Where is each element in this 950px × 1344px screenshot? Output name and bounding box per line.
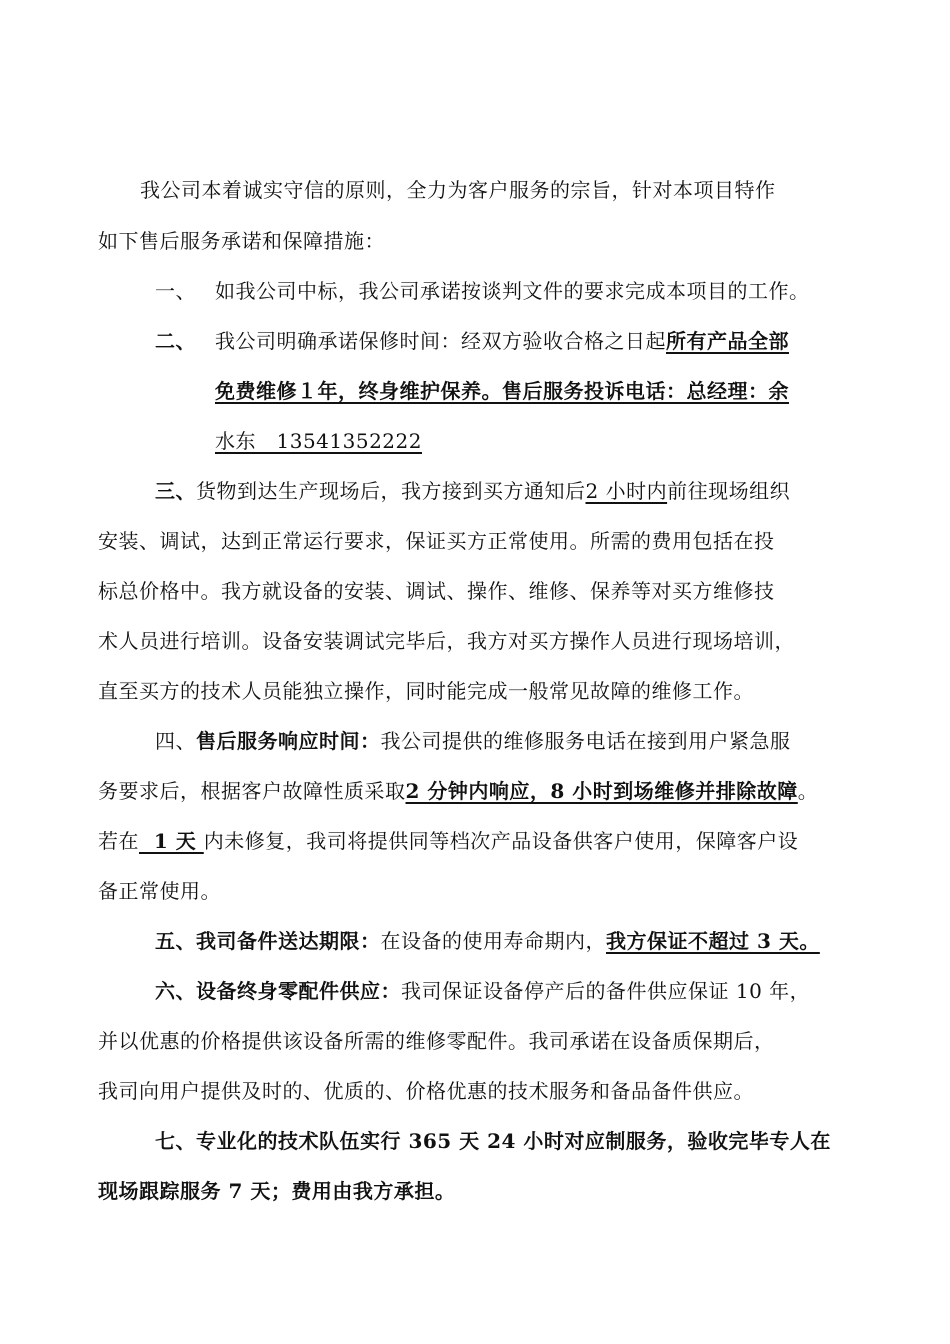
item6-text-1: 我司保证设备停产后的备件供应保证 10 年， (401, 979, 811, 1003)
item4-line-3 (98, 826, 798, 856)
item4-text-1: 我公司提供的维修服务电话在接到用户紧急服 (380, 729, 791, 753)
item2-number: 二、 (155, 329, 196, 353)
item4-line-2-text: 务要求后，根据客户故障性质采取 (98, 779, 406, 803)
item7-line-2: 现场跟踪服务 7 天；费用由我方承担。 (98, 1179, 456, 1203)
item5-heading: 五、我司备件送达期限： (155, 929, 381, 953)
intro-line-2: 如下售后服务承诺和保障措施： (98, 229, 385, 253)
item3-underlined: 2 小时内 (585, 479, 668, 503)
item2-line-1 (215, 326, 789, 356)
item2-text: 我公司明确承诺保修时间：经双方验收合格之日起 (215, 329, 666, 353)
item7-line-1: 七、专业化的技术队伍实行 365 天 24 小时对应制服务，验收完毕专人在 (155, 1129, 831, 1153)
item6-line-3: 我司向用户提供及时的、优质的、价格优惠的技术服务和备品备件供应。 (98, 1079, 754, 1103)
item4-underlined-response: 2 分钟内响应，8 小时到场维修并排除故障 (405, 779, 798, 803)
item6-line-2: 并以优惠的价格提供该设备所需的维修零配件。我司承诺在设备质保期后， (98, 1029, 775, 1053)
item1-number: 一、 (155, 279, 196, 303)
item4-line-4: 备正常使用。 (98, 879, 221, 903)
item6-line-1 (155, 976, 810, 1006)
item3-line-2: 安装、调试，达到正常运行要求，保证买方正常使用。所需的费用包括在投 (98, 529, 775, 553)
item3-line-4: 术人员进行培训。设备安装调试完毕后，我方对买方操作人员进行现场培训， (98, 629, 795, 653)
item4-line-2-end: 。 (797, 779, 819, 803)
item3-line-5: 直至买方的技术人员能独立操作，同时能完成一般常见故障的维修工作。 (98, 679, 754, 703)
item4-line-3-start: 若在 (98, 829, 139, 853)
item2-line-3: 水东 13541352222 (215, 429, 422, 453)
item4-line-3-text: 内未修复，我司将提供同等档次产品设备供客户使用，保障客户设 (203, 829, 799, 853)
item3-text-1: 货物到达生产现场后，我方接到买方通知后 (196, 479, 586, 503)
item1-text: 如我公司中标，我公司承诺按谈判文件的要求完成本项目的工作。 (215, 279, 810, 303)
item5-line-1 (155, 926, 820, 956)
item3-text-2: 前往现场组织 (667, 479, 791, 503)
item2-line-2: 免费维修１年，终身维护保养。售后服务投诉电话：总经理：余 (215, 379, 789, 403)
item3-line-3: 标总价格中。我方就设备的安装、调试、操作、维修、保养等对买方维修技 (98, 579, 775, 603)
item4-heading: 售后服务响应时间： (196, 729, 381, 753)
item3-line-1 (155, 476, 790, 506)
item5-text: 在设备的使用寿命期内， (380, 929, 606, 953)
intro-line-1: 我公司本着诚实守信的原则，全力为客户服务的宗旨，针对本项目特作 (140, 178, 776, 202)
item4-number: 四、 (155, 729, 196, 753)
item4-line-2 (98, 776, 818, 806)
item5-underlined: 我方保证不超过 3 天。 (606, 929, 820, 953)
item6-heading: 六、设备终身零配件供应： (155, 979, 401, 1003)
item2-underlined-text: 所有产品全部 (666, 329, 789, 353)
item4-line-1 (155, 726, 791, 756)
item4-underlined-days: 1 天 (139, 829, 204, 853)
item3-heading: 三、 (155, 479, 196, 503)
